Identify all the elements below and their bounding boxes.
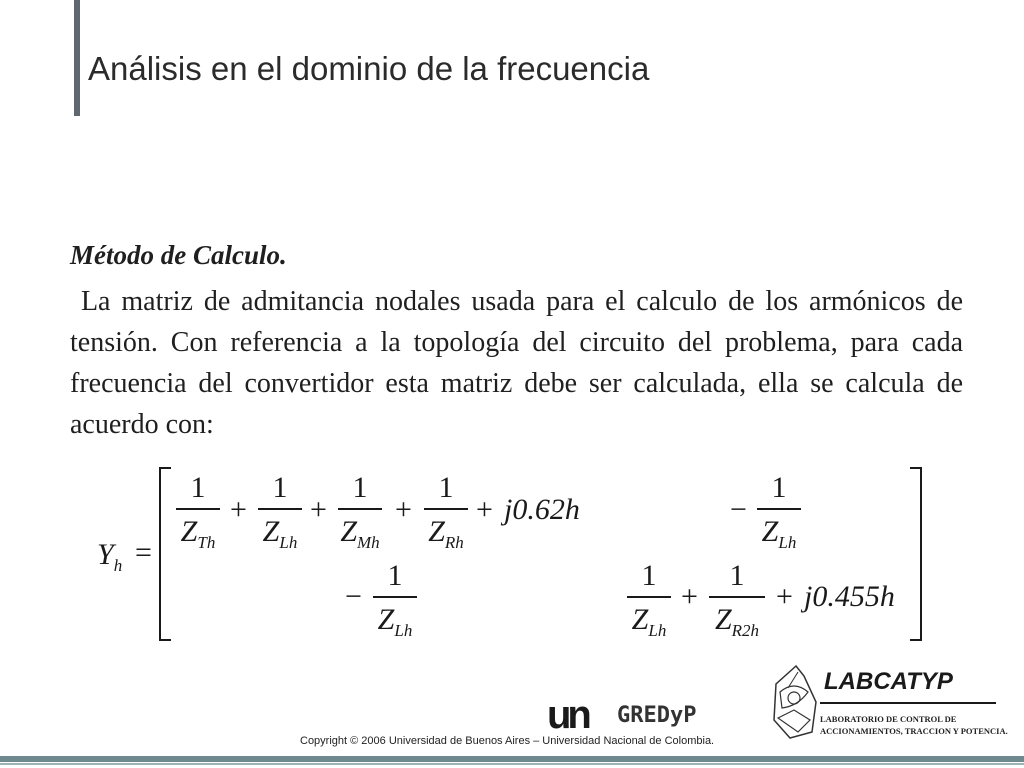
subscript: Mh (357, 533, 380, 552)
plus-sign: + (230, 493, 247, 526)
lab-desc-line2: ACCIONAMIENTOS, TRACCION Y POTENCIA. (820, 726, 1008, 736)
fraction-bar (373, 596, 417, 598)
fraction-bar (627, 596, 671, 598)
body-text: La matriz de admitancia nodales usada para el calculo de los armónicos de tensión. Con referencia a la topología del circuito del problema, para cada frecuencia del convertidor esta matriz debe ser calculada, ella se calcula de acuerdo con: (70, 286, 964, 440)
numerator: 1 (729, 559, 745, 592)
numerator: 1 (438, 471, 454, 504)
title-accent-bar (74, 0, 80, 116)
fraction-bar (757, 508, 801, 510)
subscript: Lh (778, 533, 797, 552)
equals-sign: = (135, 536, 152, 569)
numerator: 1 (190, 471, 206, 504)
fraction-bar (424, 508, 468, 510)
lhs-yh (97, 540, 122, 574)
plus-sign: + (681, 580, 698, 613)
minus-sign: − (730, 493, 747, 526)
numerator: 1 (641, 559, 657, 592)
fraction-neg-1-over-zlh (757, 472, 801, 552)
denominator (424, 516, 468, 552)
fraction-1-over-zr2h (709, 560, 765, 640)
z-symbol: Z (761, 515, 779, 548)
labcatyp-description (820, 713, 1008, 737)
denominator (709, 604, 765, 640)
fraction-1-over-zmh (338, 472, 382, 552)
z-symbol: Z (262, 515, 280, 548)
numerator: 1 (352, 471, 368, 504)
labcatyp-emblem-icon (768, 662, 822, 742)
numerator: 1 (272, 471, 288, 504)
plus-sign: + (395, 493, 412, 526)
section-subtitle: Método de Calculo. (70, 240, 287, 270)
lab-desc-line1: LABORATORIO DE CONTROL DE (820, 714, 957, 724)
z-symbol: Z (428, 515, 445, 548)
labcatyp-rule (820, 702, 996, 704)
minus-sign: − (345, 580, 362, 613)
copyright-text: Copyright © 2006 Universidad de Buenos Aires – Universidad Nacional de Colombia. (300, 735, 715, 747)
fraction-neg-1-over-zlh-r2 (373, 560, 417, 640)
z-symbol: Z (714, 603, 732, 636)
slide-title: Análisis en el dominio de la frecuencia (88, 50, 650, 87)
z-symbol: Z (180, 515, 198, 548)
fraction-1-over-zlh-r2c2 (627, 560, 671, 640)
term-j062h: j0.62h (504, 493, 580, 526)
fraction-bar (176, 508, 220, 510)
fraction-bar (338, 508, 382, 510)
footer-rule (0, 756, 1024, 762)
fraction-1-over-zrh (424, 472, 468, 552)
un-logo: un (547, 693, 588, 737)
numerator: 1 (771, 471, 787, 504)
lhs-symbol: Y (97, 538, 114, 571)
fraction-1-over-zth (176, 472, 220, 552)
matrix-left-bracket (159, 467, 171, 641)
subscript: Rh (444, 533, 464, 552)
plus-sign: + (776, 580, 793, 613)
labcatyp-name: LABCATYP (824, 668, 953, 695)
term-j0455h: j0.455h (804, 580, 895, 613)
lhs-subscript: h (113, 556, 123, 575)
subscript: Lh (279, 533, 298, 552)
z-symbol: Z (631, 603, 649, 636)
denominator (373, 604, 417, 640)
fraction-bar (258, 508, 302, 510)
subscript: Th (197, 533, 216, 552)
denominator (338, 516, 382, 552)
denominator (258, 516, 302, 552)
matrix-right-bracket (910, 467, 922, 641)
fraction-bar (709, 596, 765, 598)
denominator (757, 516, 801, 552)
subscript: R2h (731, 621, 760, 640)
gredyp-logo: GREDyP (617, 703, 697, 728)
denominator (176, 516, 220, 552)
subscript: Lh (394, 621, 413, 640)
denominator (627, 604, 671, 640)
plus-sign: + (310, 493, 327, 526)
plus-sign: + (476, 493, 493, 526)
footer-rule-thin (0, 763, 1024, 765)
subscript: Lh (648, 621, 667, 640)
body-paragraph (70, 281, 963, 445)
fraction-1-over-zlh (258, 472, 302, 552)
z-symbol: Z (340, 515, 357, 548)
z-symbol: Z (377, 603, 395, 636)
numerator: 1 (387, 559, 403, 592)
